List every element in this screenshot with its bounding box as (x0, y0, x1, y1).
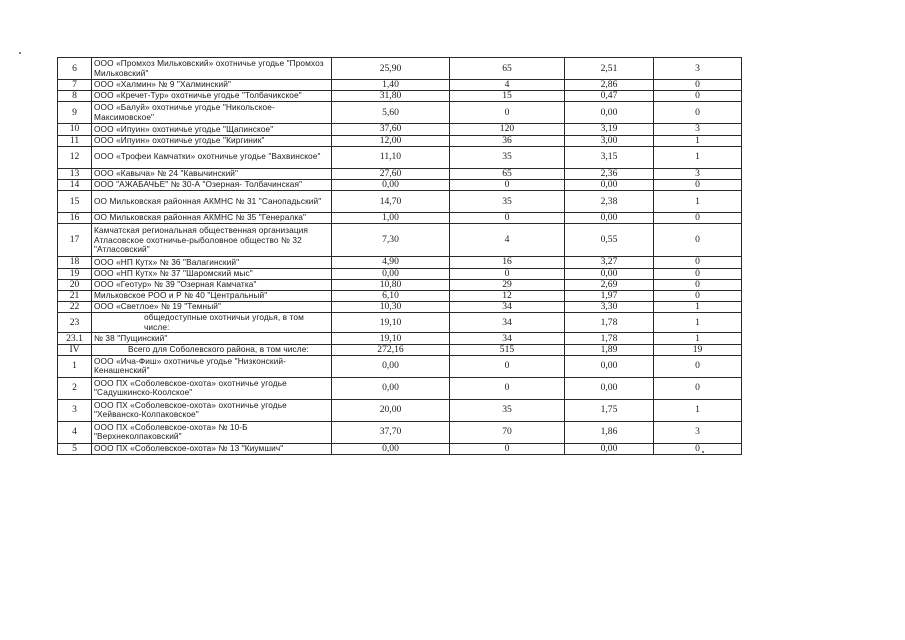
hunting-ground-name-cell: № 38 "Пущинский" (92, 333, 332, 344)
quota-value-cell: 1 (654, 302, 742, 313)
table-row (58, 421, 742, 443)
table-body (58, 58, 742, 455)
table-row (58, 302, 742, 313)
hunting-ground-name-cell: ООО ПХ «Соболевское-охота» охотничье угодье "Хейванско-Колпаковское" (92, 399, 332, 421)
row-number-cell: 16 (58, 213, 92, 224)
quota-value-cell: 0 (654, 213, 742, 224)
hunting-ground-name-cell: ООО «Трофеи Камчатки» охотничье угодье "Вахвинское" (92, 146, 332, 168)
row-number-cell: 20 (58, 279, 92, 290)
density-value-cell: 1,97 (565, 290, 654, 301)
quota-value-cell: 1 (654, 333, 742, 344)
quota-value-cell: 0 (654, 443, 742, 454)
table-row (58, 80, 742, 91)
hunting-ground-name-cell: ООО «Балуй» охотничье угодье "Никольское-Максимовское" (92, 102, 332, 124)
row-number-cell: 3 (58, 399, 92, 421)
count-value-cell: 70 (450, 421, 565, 443)
hunting-ground-name-cell: ООО ПХ «Соболевское-охота» охотничье угодье "Садушкинско-Коолское" (92, 377, 332, 399)
area-value-cell: 37,70 (332, 421, 450, 443)
table-row (58, 58, 742, 80)
quota-value-cell: 3 (654, 124, 742, 135)
hunting-ground-name-cell: Камчатская региональная общественная организация Атласовское охотничье-рыболовное общество № 32 "Атласовский" (92, 224, 332, 257)
hunting-ground-name-cell: ООО ПХ «Соболевское-охота» № 10-Б "Верхнеколпаковский" (92, 421, 332, 443)
area-value-cell: 10,80 (332, 279, 450, 290)
area-value-cell: 1,00 (332, 213, 450, 224)
count-value-cell: 0 (450, 102, 565, 124)
quota-value-cell: 3 (654, 421, 742, 443)
count-value-cell: 34 (450, 313, 565, 333)
area-value-cell: 31,80 (332, 91, 450, 102)
area-value-cell: 272,16 (332, 344, 450, 355)
row-number-cell: 5 (58, 443, 92, 454)
density-value-cell: 1,78 (565, 313, 654, 333)
quota-value-cell: 0 (654, 279, 742, 290)
hunting-ground-name-cell: ОО Мильковская районная АКМНС № 31 "Санопадьский" (92, 191, 332, 213)
quota-value-cell: 1 (654, 135, 742, 146)
count-value-cell: 515 (450, 344, 565, 355)
table-row (58, 102, 742, 124)
row-number-cell: 15 (58, 191, 92, 213)
hunting-ground-name-cell: ООО «Ича-Фиш» охотничье угодье "Низконский-Кенашенский" (92, 355, 332, 377)
row-number-cell: 17 (58, 224, 92, 257)
row-number-cell: 11 (58, 135, 92, 146)
count-value-cell: 0 (450, 268, 565, 279)
hunting-ground-name-cell: Всего для Соболевского района, в том числе: (92, 344, 332, 355)
hunting-ground-name-cell: ООО ПХ «Соболевское-охота» № 13 "Киумшич" (92, 443, 332, 454)
count-value-cell: 4 (450, 80, 565, 91)
count-value-cell: 0 (450, 179, 565, 190)
density-value-cell: 2,51 (565, 58, 654, 80)
density-value-cell: 0,00 (565, 213, 654, 224)
hunting-ground-name-cell: ООО "АЖАБАЧЬЕ" № 30-А "Озерная- Толбачинская" (92, 179, 332, 190)
row-number-cell: 7 (58, 80, 92, 91)
quota-value-cell: 1 (654, 191, 742, 213)
count-value-cell: 4 (450, 224, 565, 257)
count-value-cell: 65 (450, 58, 565, 80)
density-value-cell: 3,15 (565, 146, 654, 168)
area-value-cell: 0,00 (332, 377, 450, 399)
hunting-ground-name-cell: общедоступные охотничьи угодья, в том числе: (92, 313, 332, 333)
area-value-cell: 12,00 (332, 135, 450, 146)
table-row (58, 135, 742, 146)
hunting-ground-name-cell: ООО «НП Кутх» № 36 "Валагинский" (92, 257, 332, 268)
area-value-cell: 11,10 (332, 146, 450, 168)
hunting-ground-name-cell: ООО «Промхоз Мильковский» охотничье угодье "Промхоз Мильковский" (92, 58, 332, 80)
table-row (58, 124, 742, 135)
quota-value-cell: 1 (654, 313, 742, 333)
count-value-cell: 16 (450, 257, 565, 268)
density-value-cell: 3,19 (565, 124, 654, 135)
hunting-ground-name-cell: ООО «Ипуин» охотничье угодье "Щапинское" (92, 124, 332, 135)
area-value-cell: 20,00 (332, 399, 450, 421)
density-value-cell: 0,47 (565, 91, 654, 102)
row-number-cell: 10 (58, 124, 92, 135)
count-value-cell: 29 (450, 279, 565, 290)
density-value-cell: 2,69 (565, 279, 654, 290)
count-value-cell: 0 (450, 443, 565, 454)
row-number-cell: 14 (58, 179, 92, 190)
row-number-cell: 9 (58, 102, 92, 124)
hunting-ground-name-cell: ООО «Ипуин» охотничье угодье "Киргиник" (92, 135, 332, 146)
quota-value-cell: 0 (654, 80, 742, 91)
quota-value-cell: 0 (654, 257, 742, 268)
count-value-cell: 34 (450, 302, 565, 313)
quota-value-cell: 0 (654, 91, 742, 102)
area-value-cell: 25,90 (332, 58, 450, 80)
density-value-cell: 0,55 (565, 224, 654, 257)
row-number-cell: 18 (58, 257, 92, 268)
count-value-cell: 0 (450, 213, 565, 224)
quota-value-cell: 0 (654, 179, 742, 190)
density-value-cell: 0,00 (565, 443, 654, 454)
density-value-cell: 1,78 (565, 333, 654, 344)
density-value-cell: 3,00 (565, 135, 654, 146)
density-value-cell: 1,75 (565, 399, 654, 421)
count-value-cell: 35 (450, 399, 565, 421)
count-value-cell: 0 (450, 377, 565, 399)
count-value-cell: 120 (450, 124, 565, 135)
row-number-cell: 22 (58, 302, 92, 313)
area-value-cell: 0,00 (332, 179, 450, 190)
area-value-cell: 14,70 (332, 191, 450, 213)
area-value-cell: 19,10 (332, 333, 450, 344)
table-row (58, 355, 742, 377)
area-value-cell: 7,30 (332, 224, 450, 257)
table-row (58, 224, 742, 257)
density-value-cell: 0,00 (565, 355, 654, 377)
area-value-cell: 5,60 (332, 102, 450, 124)
area-value-cell: 27,60 (332, 168, 450, 179)
table-row (58, 333, 742, 344)
table-row (58, 399, 742, 421)
row-number-cell: 6 (58, 58, 92, 80)
area-value-cell: 10,30 (332, 302, 450, 313)
table-row (58, 443, 742, 454)
count-value-cell: 0 (450, 355, 565, 377)
quota-value-cell: 0 (654, 268, 742, 279)
table-row (58, 344, 742, 355)
table-row (58, 279, 742, 290)
row-number-cell: IV (58, 344, 92, 355)
density-value-cell: 2,36 (565, 168, 654, 179)
area-value-cell: 19,10 (332, 313, 450, 333)
density-value-cell: 3,30 (565, 302, 654, 313)
quota-value-cell: 0 (654, 290, 742, 301)
hunting-ground-name-cell: ООО «Халмин» № 9 "Халминский" (92, 80, 332, 91)
count-value-cell: 35 (450, 146, 565, 168)
density-value-cell: 1,86 (565, 421, 654, 443)
hunting-ground-name-cell: ООО «Светлое» № 19 "Темный" (92, 302, 332, 313)
row-number-cell: 19 (58, 268, 92, 279)
table-row (58, 257, 742, 268)
count-value-cell: 35 (450, 191, 565, 213)
quota-value-cell: 19 (654, 344, 742, 355)
table-row (58, 91, 742, 102)
area-value-cell: 4,90 (332, 257, 450, 268)
density-value-cell: 2,86 (565, 80, 654, 91)
hunting-ground-name-cell: ООО «Геотур» № 39 "Озерная Камчатка" (92, 279, 332, 290)
quota-value-cell: 0 (654, 377, 742, 399)
row-number-cell: 4 (58, 421, 92, 443)
table-row (58, 191, 742, 213)
quota-value-cell: 0 (654, 224, 742, 257)
hunting-ground-name-cell: Мильковское РОО и Р № 40 "Центральный" (92, 290, 332, 301)
density-value-cell: 0,00 (565, 102, 654, 124)
row-number-cell: 23 (58, 313, 92, 333)
area-value-cell: 0,00 (332, 443, 450, 454)
count-value-cell: 34 (450, 333, 565, 344)
area-value-cell: 1,40 (332, 80, 450, 91)
quota-value-cell: 0 (654, 102, 742, 124)
table-row (58, 179, 742, 190)
quota-value-cell: 0 (654, 355, 742, 377)
table-row (58, 146, 742, 168)
quota-value-cell: 1 (654, 146, 742, 168)
row-number-cell: 2 (58, 377, 92, 399)
table-row (58, 313, 742, 333)
row-number-cell: 21 (58, 290, 92, 301)
quota-value-cell: 1 (654, 399, 742, 421)
row-number-cell: 23.1 (58, 333, 92, 344)
density-value-cell: 0,00 (565, 268, 654, 279)
quota-value-cell: 3 (654, 58, 742, 80)
count-value-cell: 65 (450, 168, 565, 179)
row-number-cell: 12 (58, 146, 92, 168)
area-value-cell: 6,10 (332, 290, 450, 301)
table-row (58, 168, 742, 179)
density-value-cell: 0,00 (565, 377, 654, 399)
row-number-cell: 8 (58, 91, 92, 102)
hunting-ground-name-cell: ОО Мильковская районная АКМНС № 35 "Генералка" (92, 213, 332, 224)
scan-speck (19, 52, 21, 54)
hunting-ground-name-cell: ООО «НП Кутх» № 37 "Шаромский мыс" (92, 268, 332, 279)
count-value-cell: 15 (450, 91, 565, 102)
density-value-cell: 1,89 (565, 344, 654, 355)
hunting-grounds-table (57, 57, 742, 455)
count-value-cell: 12 (450, 290, 565, 301)
hunting-ground-name-cell: ООО «Кавыча» № 24 "Кавычинский" (92, 168, 332, 179)
area-value-cell: 0,00 (332, 268, 450, 279)
area-value-cell: 37,60 (332, 124, 450, 135)
density-value-cell: 3,27 (565, 257, 654, 268)
table-row (58, 377, 742, 399)
table-row (58, 268, 742, 279)
table-row (58, 290, 742, 301)
area-value-cell: 0,00 (332, 355, 450, 377)
density-value-cell: 0,00 (565, 179, 654, 190)
count-value-cell: 36 (450, 135, 565, 146)
hunting-ground-name-cell: ООО «Кречет-Тур» охотничье угодье "Толбачикское" (92, 91, 332, 102)
table-row (58, 213, 742, 224)
density-value-cell: 2,38 (565, 191, 654, 213)
row-number-cell: 13 (58, 168, 92, 179)
row-number-cell: 1 (58, 355, 92, 377)
quota-value-cell: 3 (654, 168, 742, 179)
